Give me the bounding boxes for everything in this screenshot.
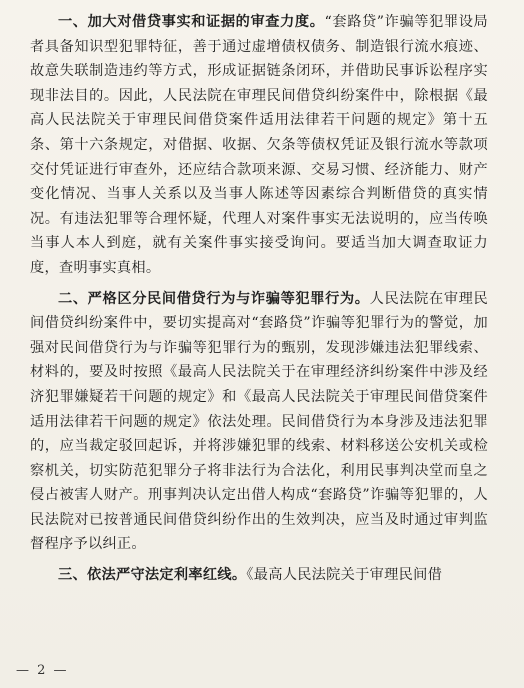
section-1-heading: 一、加大对借贷事实和证据的审查力度。 xyxy=(58,14,325,30)
section-3-paragraph xyxy=(30,563,488,588)
page-number: — 2 — xyxy=(16,663,69,678)
section-3-heading: 三、依法严守法定利率红线。 xyxy=(58,567,247,584)
section-1-body: “套路贷”诈骗等犯罪设局者具备知识型犯罪特征，善于通过虚增债权债务、制造银行流水痕迹、故意失联制造违约等方式，形成证据链条闭环，并借助民事诉讼程序实现非法目的。因此，人民法院在审理民间借贷纠纷案件中，除根据《最高人民法院关于审理民间借贷案件适用法律若干问题的规定》第十五条、第十六条规定，对借据、收据、欠条等债权凭证及银行流水等款项交付凭证进行审查外，还应结合款项来源、交易习惯、经济能力、财产变化情况、当事人关系以及当事人陈述等因素综合判断借贷的真实情况。有违法犯罪等合理怀疑，代理人对案件事实无法说明的，应当传唤当事人本人到庭，就有关案件事实接受询问。要适当加大调查取证力度，查明事实真相。 xyxy=(30,14,489,276)
section-2-paragraph xyxy=(30,287,488,558)
section-1-paragraph xyxy=(30,10,488,281)
section-2-heading: 二、严格区分民间借贷行为与诈骗等犯罪行为。 xyxy=(58,290,370,307)
section-3-body: 《最高人民法院关于审理民间借 xyxy=(246,567,443,584)
section-2-body: 人民法院在审理民间借贷纠纷案件中，要切实提高对“套路贷”诈骗等犯罪行为的警觉，加强对民间借贷行为与诈骗等犯罪行为的甄别，发现涉嫌违法犯罪线索、材料的，要及时按照《最高人民法院关于在审理经济纠纷案件中涉及经济犯罪嫌疑若干问题的规定》和《最高人民法院关于审理民间借贷案件适用法律若干问题的规定》依法处理。民间借贷行为本身涉及违法犯罪的，应当裁定驳回起诉，并将涉嫌犯罪的线索、材料移送公安机关或检察机关，切实防范犯罪分子将非法行为合法化，利用民事判决堂而皇之侵占被害人财产。刑事判决认定出借人构成“套路贷”诈骗等犯罪的，人民法院对已按普通民间借贷纠纷作出的生效判决，应当及时通过审判监督程序予以纠正。 xyxy=(30,290,488,553)
